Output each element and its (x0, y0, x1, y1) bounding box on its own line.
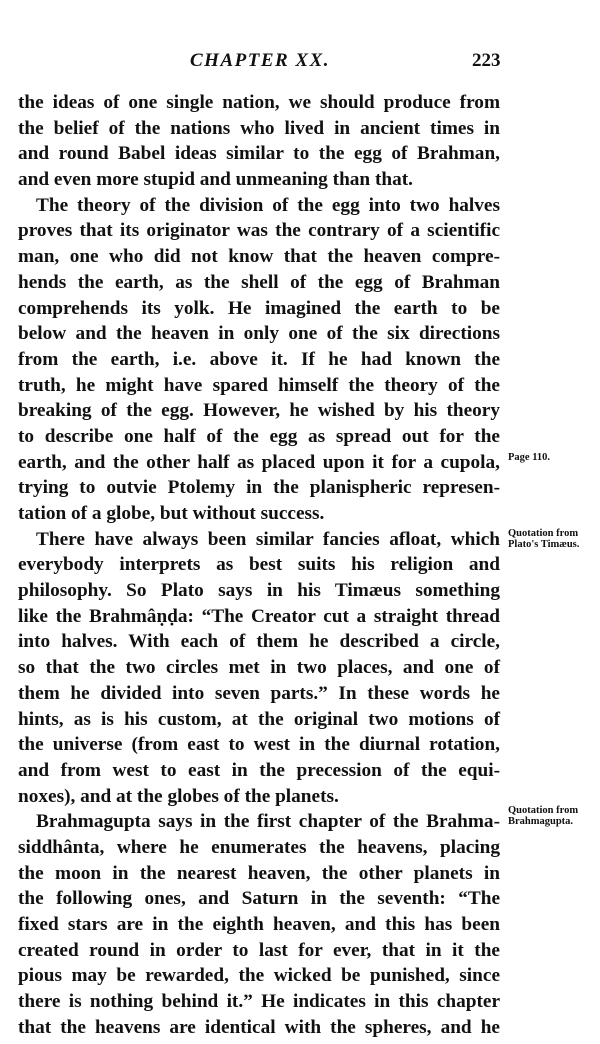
text-line: the universe (from east to west in the diurnal rotation, (18, 734, 500, 756)
text-line: hints, as is his custom, at the original two motions of (18, 708, 500, 730)
text-line: the following ones, and Saturn in the seventh: “The (18, 888, 500, 910)
text-line: so that the two circles met in two places, and one of (18, 657, 500, 679)
text-line: and round Babel ideas similar to the egg of Brahman, (18, 143, 500, 165)
text-line: like the Brahmâṇḍa: “The Creator cut a straight thread (18, 605, 500, 627)
chapter-title: CHAPTER XX. (190, 50, 331, 71)
text-line: tation of a globe, but without success. (18, 503, 325, 524)
text-line: noxes), and at the globes of the planets. (18, 785, 339, 807)
text-line: The theory of the division of the egg into two halves (36, 194, 500, 216)
text-line: siddhânta, where he enumerates the heavens, placing (18, 836, 500, 858)
text-line: there is nothing behind it.” He indicates in this chapter (18, 991, 500, 1013)
text-line: below and the heaven in only one of the six directions (18, 323, 500, 345)
text-line: proves that its originator was the contrary of a scientific (18, 220, 500, 242)
text-line: the moon in the nearest heaven, the other planets in (18, 862, 500, 884)
text-line: earth, and the other half as placed upon it for a cupola, (18, 451, 500, 473)
text-line: man, one who did not know that the heaven compre- (18, 246, 500, 268)
text-line: philosophy. So Plato says in his Timæus something (18, 580, 500, 602)
text-line: created round in order to last for ever, that in it the (18, 939, 500, 961)
text-line: pious may be rewarded, the wicked be punished, since (18, 965, 500, 987)
text-line: into halves. With each of them he described a circle, (18, 631, 500, 653)
margin-note-brahmagupta: Quotation from Brahmagupta. (508, 805, 579, 827)
text-line: There have always been similar fancies afloat, which (36, 528, 500, 550)
text-line: the ideas of one single nation, we should produce from (18, 92, 500, 113)
text-line: them he divided into seven parts.” In these words he (18, 682, 500, 704)
text-line: everybody interprets as best suits his religion and (18, 554, 500, 576)
text-line: the belief of the nations who lived in ancient times in (18, 117, 500, 139)
text-line: comprehends its yolk. He imagined the earth to be (18, 297, 500, 319)
text-line: breaking of the egg. However, he wished by his theory (18, 400, 500, 422)
margin-note-plato: Quotation from Plato's Timæus. (508, 528, 580, 550)
text-line: and from west to east in the precession of the equi- (18, 759, 500, 781)
text-line: Brahmagupta says in the first chapter of the Brahma- (36, 811, 500, 833)
page-number: 223 (472, 50, 501, 71)
margin-note-page-ref: Page 110. (508, 452, 550, 463)
text-line: to describe one half of the egg as spread out for the (18, 425, 500, 447)
text-line: truth, he might have spared himself the theory of the (18, 374, 500, 396)
running-header (0, 50, 600, 78)
text-line: that the heavens are identical with the spheres, and he (18, 1016, 500, 1038)
text-line: from the earth, i.e. above it. If he had known the (18, 348, 500, 370)
text-line: and even more stupid and unmeaning than that. (18, 169, 414, 191)
text-line: hends the earth, as the shell of the egg of Brahman (18, 271, 500, 293)
body-text (18, 90, 500, 1040)
text-line: fixed stars are in the eighth heaven, and this has been (18, 914, 500, 935)
text-line: trying to outvie Ptolemy in the planispheric represen- (18, 477, 500, 499)
